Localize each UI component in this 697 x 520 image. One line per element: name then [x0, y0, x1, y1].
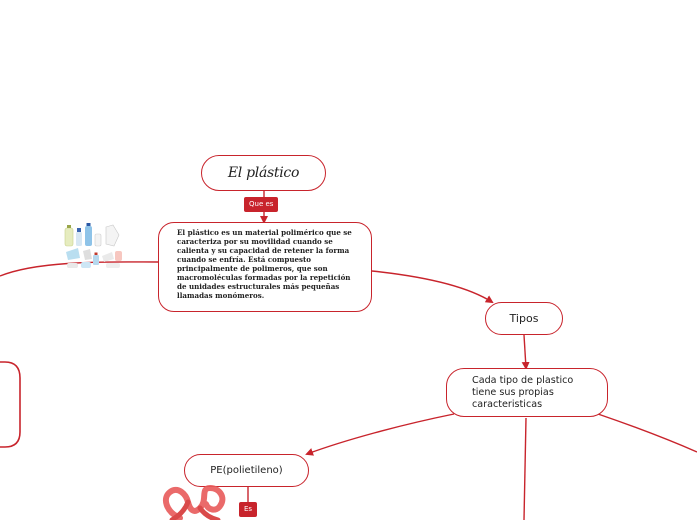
definition-text: El plástico es un material polimérico que se caracteriza por su movilidad cuando se calienta y su capacidad de retener la forma cuando se enfría. Está compuesto principalmente de polimeros, que son macromoléculas formadas por la repetición de unidades estructurales más pequeñas llamadas monómeros. [177, 228, 352, 300]
line-definition-to-tipos [372, 271, 492, 302]
left-node-partial [0, 362, 20, 447]
definition-node[interactable] [158, 222, 372, 312]
title-node[interactable] [201, 155, 326, 191]
que-es-label[interactable]: Que es [244, 197, 278, 212]
red-ribbon-icon [160, 484, 230, 520]
cada-tipo-node[interactable] [446, 368, 608, 417]
pe-node[interactable] [184, 454, 309, 487]
es-label[interactable]: Es [239, 502, 257, 517]
line-tipos-to-cada [524, 335, 526, 368]
pe-text: PE(polietileno) [210, 465, 283, 476]
tipos-node[interactable] [485, 302, 563, 335]
line-cada-to-right [598, 414, 697, 452]
title-text: El plástico [227, 165, 300, 181]
line-cada-to-pe [307, 414, 454, 454]
plastic-bottles-icon [62, 222, 128, 272]
line-cada-down [524, 418, 526, 520]
tipos-text: Tipos [509, 312, 539, 325]
cada-tipo-text: Cada tipo de plastico tiene sus propias caracteristicas [472, 375, 574, 410]
